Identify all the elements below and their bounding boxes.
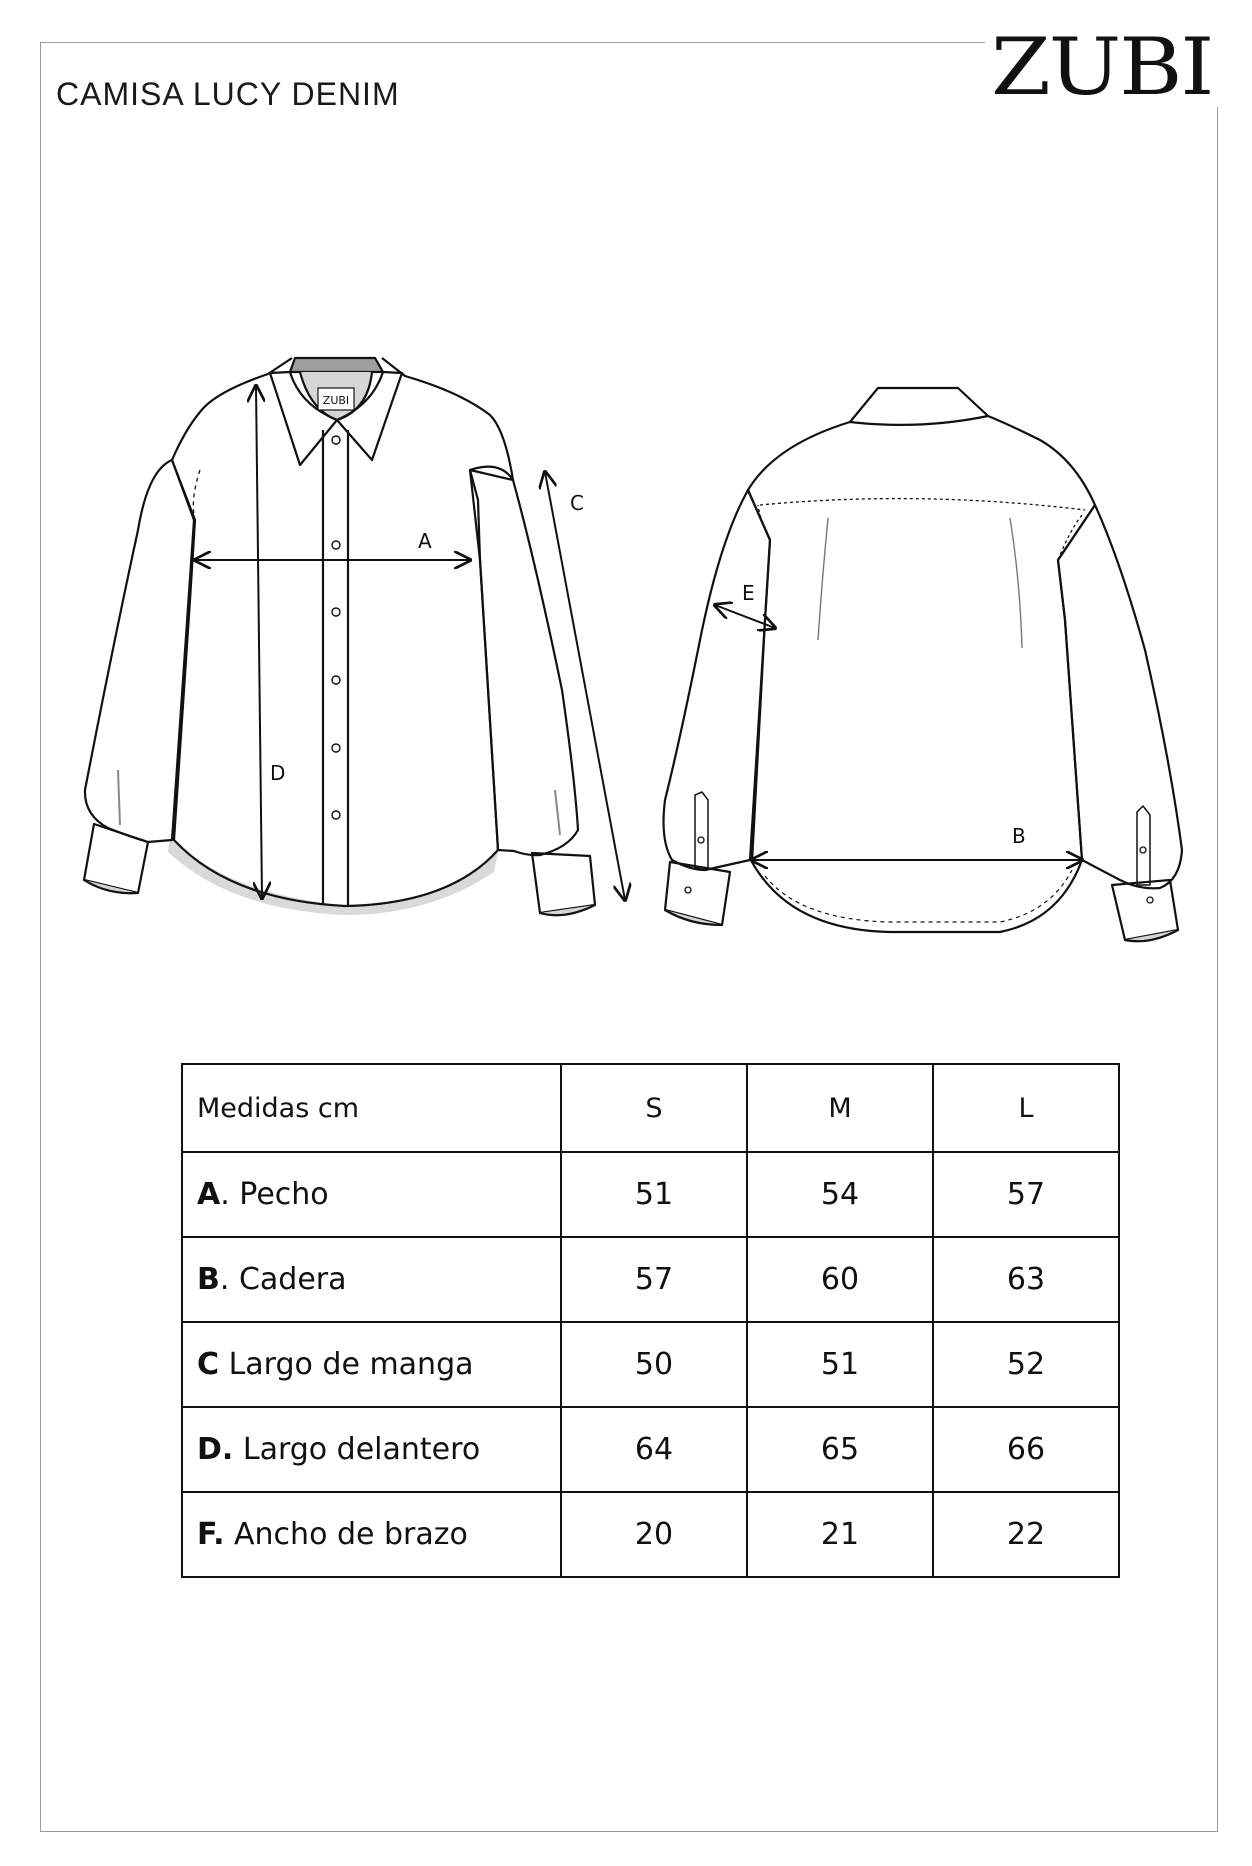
cell-l: 63	[933, 1237, 1119, 1322]
row-label	[182, 1152, 561, 1237]
row-label	[182, 1407, 561, 1492]
row-label	[182, 1237, 561, 1322]
cell-s: 51	[561, 1152, 747, 1237]
cell-l: 22	[933, 1492, 1119, 1577]
dimension-d	[256, 386, 285, 898]
dimension-a-label: A	[418, 529, 432, 553]
cell-l: 66	[933, 1407, 1119, 1492]
dimension-e-label: E	[742, 581, 755, 605]
cell-m: 65	[747, 1407, 933, 1492]
dimension-d-label: D	[270, 761, 286, 785]
cell-l: 52	[933, 1322, 1119, 1407]
cell-m: 21	[747, 1492, 933, 1577]
dimension-b-label: B	[1012, 824, 1026, 848]
cell-s: 50	[561, 1322, 747, 1407]
table-row	[182, 1152, 1119, 1237]
row-letter: D.	[197, 1432, 234, 1467]
row-letter: B	[197, 1262, 220, 1297]
size-chart-header-row	[182, 1064, 1119, 1152]
neck-tag-label: ZUBI	[322, 394, 350, 407]
table-row	[182, 1237, 1119, 1322]
row-name: Largo delantero	[233, 1432, 481, 1467]
cell-l: 57	[933, 1152, 1119, 1237]
row-letter: A	[197, 1177, 221, 1212]
shirt-back-view	[664, 388, 1182, 941]
cell-s: 64	[561, 1407, 747, 1492]
table-row	[182, 1322, 1119, 1407]
neck-tag	[318, 388, 354, 410]
row-name: . Cadera	[219, 1262, 347, 1297]
document-title: CAMISA LUCY DENIM	[56, 76, 400, 112]
dimension-c-label: C	[570, 491, 584, 515]
row-name: . Pecho	[220, 1177, 329, 1212]
shirt-front-view	[84, 358, 595, 915]
header-size-s: S	[561, 1064, 747, 1152]
cell-m: 54	[747, 1152, 933, 1237]
size-chart-table	[181, 1063, 1120, 1578]
cell-m: 60	[747, 1237, 933, 1322]
row-letter: C	[197, 1347, 220, 1382]
table-row	[182, 1407, 1119, 1492]
dimension-b	[752, 824, 1082, 860]
row-name: Largo de manga	[219, 1347, 474, 1382]
dimension-c	[545, 472, 625, 900]
cell-m: 51	[747, 1322, 933, 1407]
header-measurements: Medidas cm	[182, 1064, 561, 1152]
cell-s: 57	[561, 1237, 747, 1322]
header-size-l: L	[933, 1064, 1119, 1152]
cell-s: 20	[561, 1492, 747, 1577]
row-letter: F.	[197, 1517, 225, 1552]
row-name: Ancho de brazo	[224, 1517, 468, 1552]
row-label	[182, 1492, 561, 1577]
table-row	[182, 1492, 1119, 1577]
row-label	[182, 1322, 561, 1407]
brand-logo: ZUBI	[985, 28, 1218, 107]
header-size-m: M	[747, 1064, 933, 1152]
